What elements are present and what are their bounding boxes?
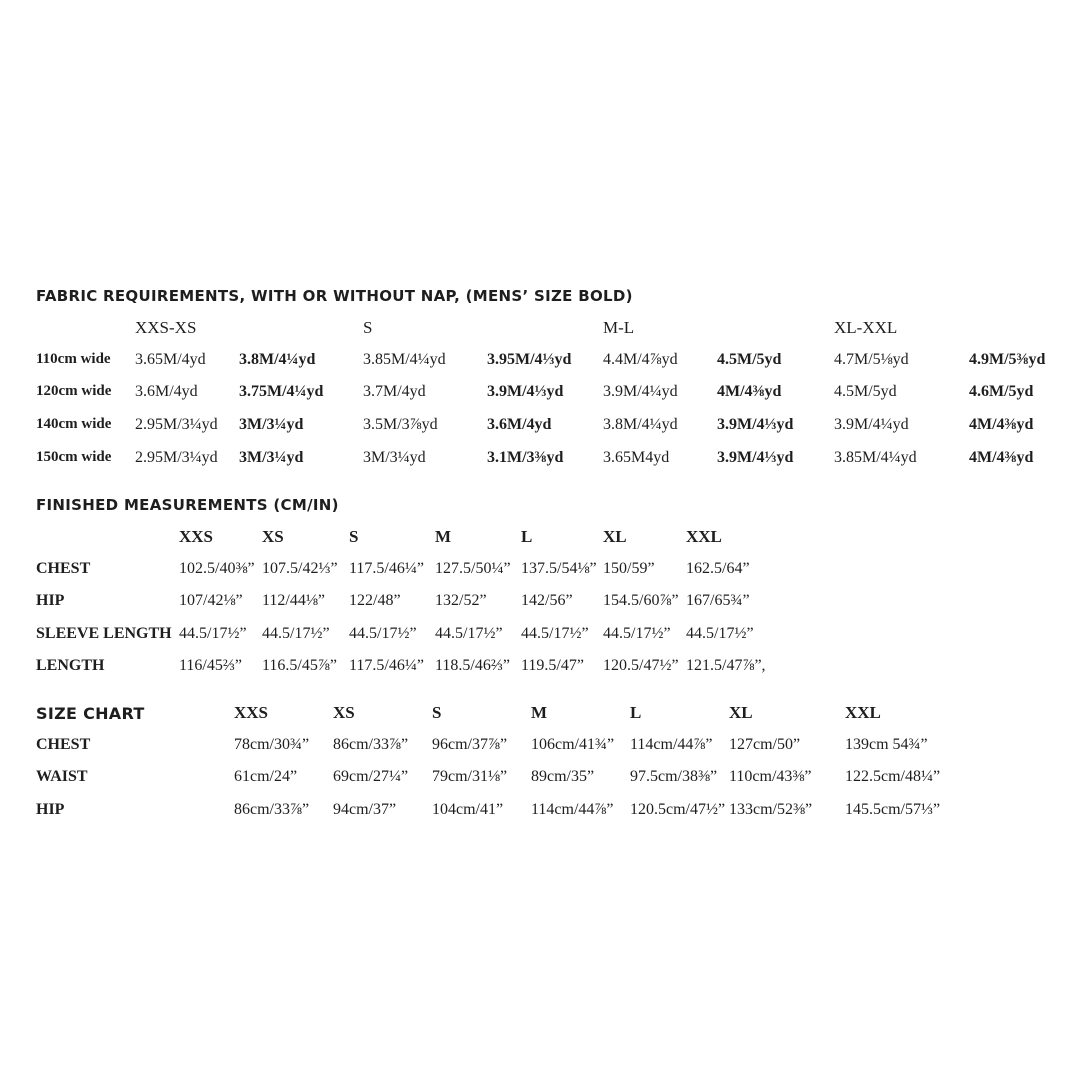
sizechart-value: 120.5cm/47½”: [630, 801, 726, 818]
fabric-row-label: 120cm wide: [36, 383, 112, 399]
sizechart-value: 127cm/50”: [729, 736, 801, 753]
finished-value: 162.5/64”: [686, 560, 750, 577]
sizechart-size-xxl: XXL: [845, 703, 881, 722]
fabric-value-mens: 3.75M/4¼yd: [239, 383, 324, 400]
finished-value: 112/44⅛”: [262, 592, 325, 609]
sizechart-value: 89cm/35”: [531, 768, 595, 785]
fabric-value-mens: 3.9M/4⅓yd: [717, 416, 794, 433]
sizechart-value: 86cm/33⅞”: [234, 801, 310, 818]
fabric-value: 4.5M/5yd: [834, 383, 897, 400]
fabric-requirements-heading: FABRIC REQUIREMENTS, WITH OR WITHOUT NAP, (MENS’ SIZE BOLD): [36, 287, 633, 305]
fabric-value: 2.95M/3¼yd: [135, 449, 218, 466]
finished-row-label: SLEEVE LENGTH: [36, 625, 172, 642]
finished-value: 127.5/50¼”: [435, 560, 511, 577]
fabric-value-mens: 3.1M/3⅜yd: [487, 449, 564, 466]
fabric-value: 3.7M/4yd: [363, 383, 426, 400]
finished-value: 154.5/60⅞”: [603, 592, 679, 609]
sizechart-value: 110cm/43⅜”: [729, 768, 812, 785]
fabric-value: 3.6M/4yd: [135, 383, 198, 400]
finished-value: 102.5/40⅜”: [179, 560, 255, 577]
sizechart-size-xl: XL: [729, 703, 753, 722]
fabric-value: 3.5M/3⅞yd: [363, 416, 438, 433]
sizechart-size-s: S: [432, 703, 442, 722]
size-chart-heading: SIZE CHART: [36, 704, 145, 723]
fabric-value: 3M/3¼yd: [363, 449, 426, 466]
finished-value: 107.5/42⅓”: [262, 560, 338, 577]
finished-size-xl: XL: [603, 527, 627, 546]
finished-value: 107/42⅛”: [179, 592, 243, 609]
finished-value: 44.5/17½”: [603, 625, 671, 642]
finished-value: 44.5/17½”: [262, 625, 330, 642]
sizechart-size-l: L: [630, 703, 642, 722]
fabric-value-mens: 3.6M/4yd: [487, 416, 552, 433]
fabric-size-xl-xxl: XL-XXL: [834, 318, 898, 337]
sizechart-row-label: HIP: [36, 801, 65, 818]
finished-size-xxs: XXS: [179, 527, 214, 546]
finished-value: 120.5/47½”: [603, 657, 679, 674]
fabric-value: 3.85M/4¼yd: [834, 449, 917, 466]
sizechart-value: 133cm/52⅜”: [729, 801, 813, 818]
finished-value: 118.5/46⅔”: [435, 657, 510, 674]
finished-value: 142/56”: [521, 592, 573, 609]
fabric-value-mens: 4.9M/5⅜yd: [969, 351, 1046, 368]
finished-measurements-heading: FINISHED MEASUREMENTS (CM/IN): [36, 496, 339, 514]
finished-row-label: HIP: [36, 592, 65, 609]
sizechart-value: 94cm/37”: [333, 801, 397, 818]
fabric-value: 3.8M/4¼yd: [603, 416, 678, 433]
sizechart-value: 78cm/30¾”: [234, 736, 310, 753]
finished-value: 119.5/47”: [521, 657, 584, 674]
sizechart-row-label: WAIST: [36, 768, 88, 785]
finished-value: 167/65¾”: [686, 592, 750, 609]
fabric-value: 3.9M/4¼yd: [834, 416, 909, 433]
fabric-row-label: 110cm wide: [36, 351, 111, 367]
finished-size-l: L: [521, 527, 533, 546]
sizechart-value: 114cm/44⅞”: [630, 736, 713, 753]
fabric-value-mens: 3M/3¼yd: [239, 416, 304, 433]
sizechart-value: 61cm/24”: [234, 768, 298, 785]
finished-value: 44.5/17½”: [521, 625, 589, 642]
sizechart-value: 145.5cm/57⅓”: [845, 801, 941, 818]
finished-value: 44.5/17½”: [179, 625, 247, 642]
finished-value: 116/45⅔”: [179, 657, 242, 674]
finished-size-s: S: [349, 527, 359, 546]
fabric-value: 3.65M/4yd: [135, 351, 206, 368]
finished-value: 132/52”: [435, 592, 487, 609]
finished-value: 117.5/46¼”: [349, 560, 424, 577]
finished-value: 117.5/46¼”: [349, 657, 424, 674]
fabric-value-mens: 3M/3¼yd: [239, 449, 304, 466]
fabric-value: 4.4M/4⅞yd: [603, 351, 678, 368]
finished-size-m: M: [435, 527, 452, 546]
finished-value: 44.5/17½”: [435, 625, 503, 642]
finished-row-label: CHEST: [36, 560, 91, 577]
finished-value: 122/48”: [349, 592, 401, 609]
fabric-row-label: 150cm wide: [36, 449, 112, 465]
sizechart-value: 139cm 54¾”: [845, 736, 928, 753]
fabric-value-mens: 3.9M/4⅓yd: [717, 449, 794, 466]
finished-value: 121.5/47⅞”,: [686, 657, 766, 674]
sizechart-value: 104cm/41”: [432, 801, 504, 818]
fabric-value: 2.95M/3¼yd: [135, 416, 218, 433]
finished-size-xs: XS: [262, 527, 284, 546]
fabric-value-mens: 3.95M/4⅓yd: [487, 351, 572, 368]
fabric-size-s: S: [363, 318, 373, 337]
finished-value: 137.5/54⅛”: [521, 560, 597, 577]
fabric-value-mens: 4M/4⅜yd: [969, 416, 1034, 433]
sizechart-size-xxs: XXS: [234, 703, 269, 722]
fabric-value: 3.65M4yd: [603, 449, 670, 466]
sizechart-size-xs: XS: [333, 703, 355, 722]
sizechart-value: 69cm/27¼”: [333, 768, 409, 785]
finished-value: 44.5/17½”: [349, 625, 417, 642]
fabric-value-mens: 4.5M/5yd: [717, 351, 782, 368]
sizechart-value: 106cm/41¾”: [531, 736, 615, 753]
sizechart-value: 97.5cm/38⅜”: [630, 768, 718, 785]
finished-size-xxl: XXL: [686, 527, 722, 546]
fabric-value: 3.85M/4¼yd: [363, 351, 446, 368]
sizechart-value: 122.5cm/48¼”: [845, 768, 941, 785]
sizechart-size-m: M: [531, 703, 548, 722]
fabric-value-mens: 3.8M/4¼yd: [239, 351, 316, 368]
fabric-value: 4.7M/5⅛yd: [834, 351, 909, 368]
fabric-value-mens: 4M/4⅜yd: [717, 383, 782, 400]
sizechart-value: 79cm/31⅛”: [432, 768, 508, 785]
fabric-value-mens: 4M/4⅜yd: [969, 449, 1034, 466]
finished-value: 44.5/17½”: [686, 625, 754, 642]
fabric-size-xxs-xs: XXS-XS: [135, 318, 197, 337]
fabric-value: 3.9M/4¼yd: [603, 383, 678, 400]
sizechart-value: 114cm/44⅞”: [531, 801, 614, 818]
fabric-value-mens: 3.9M/4⅓yd: [487, 383, 564, 400]
fabric-size-m-l: M-L: [603, 318, 635, 337]
finished-value: 116.5/45⅞”: [262, 657, 337, 674]
finished-row-label: LENGTH: [36, 657, 105, 674]
sizechart-value: 86cm/33⅞”: [333, 736, 409, 753]
fabric-row-label: 140cm wide: [36, 416, 112, 432]
sizechart-value: 96cm/37⅞”: [432, 736, 508, 753]
finished-value: 150/59”: [603, 560, 655, 577]
fabric-value-mens: 4.6M/5yd: [969, 383, 1034, 400]
sizechart-row-label: CHEST: [36, 736, 91, 753]
